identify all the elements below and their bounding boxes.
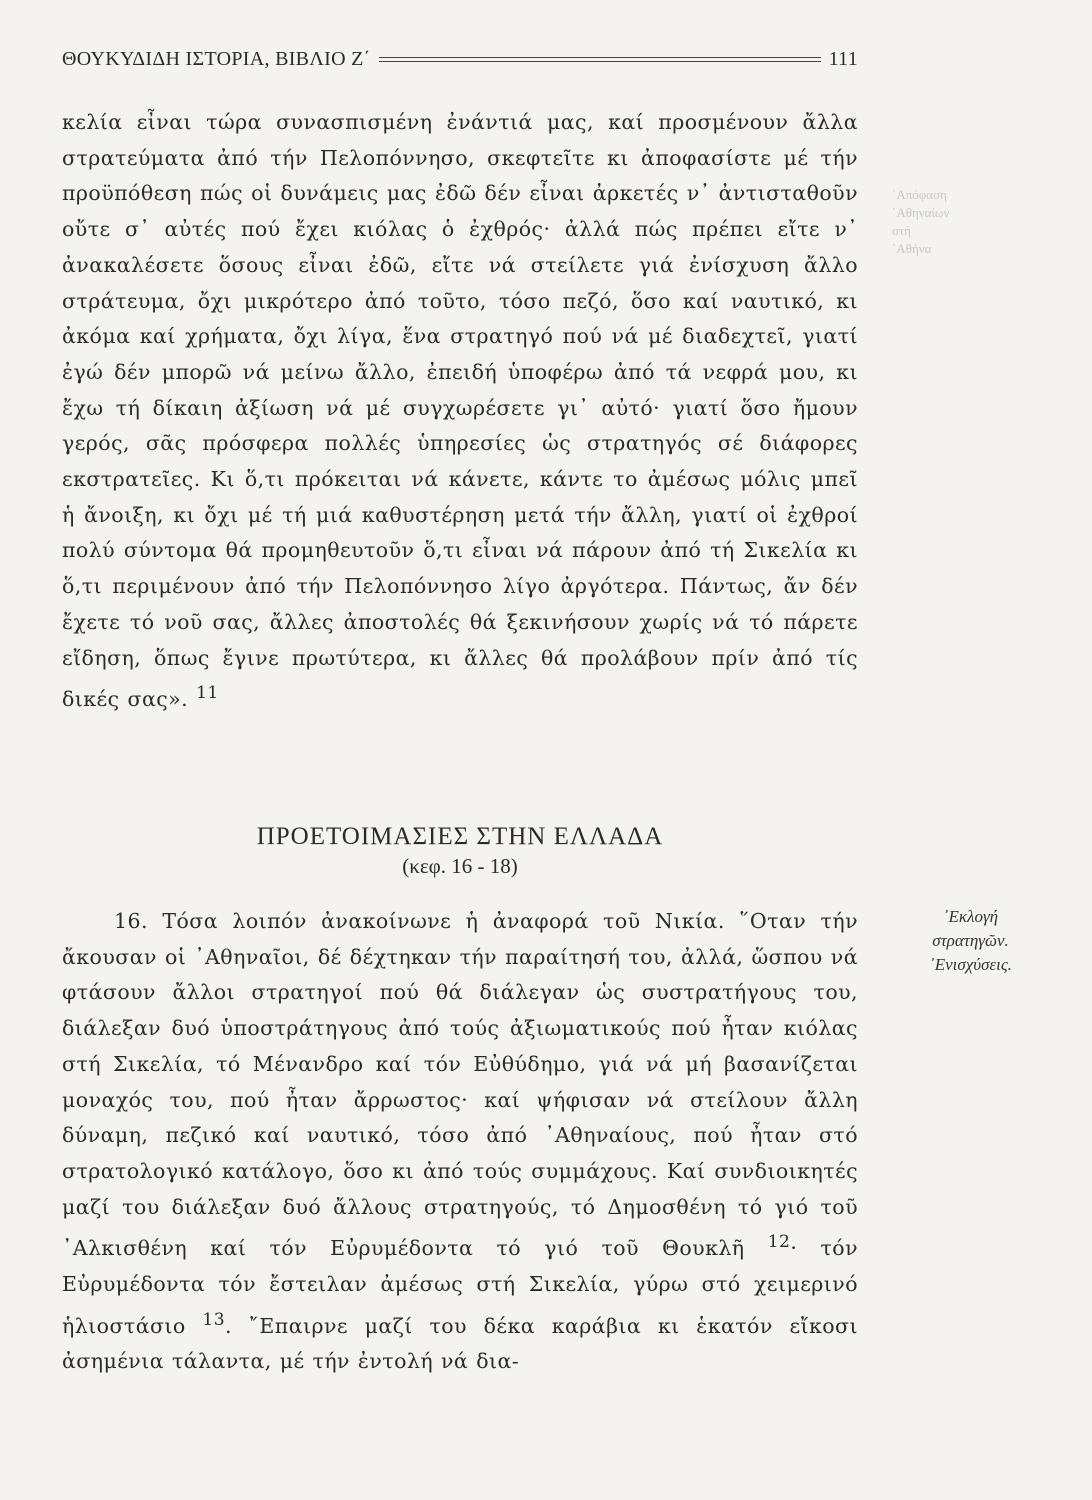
margin-note bbox=[868, 905, 1073, 977]
paragraph-continued: κελία εἶναι τώρα συνασπισμένη ἐνάντιά μας, καί προσμένουν ἄλλα στρατεύματα ἀπό τήν Πελοπόννησο, σκεφτεῖτε κι ἀποφασίστε μέ τήν προϋπόθεση πώς οἱ δυνάμεις μας ἐδῶ δέν εἶναι ἀρκετές ν᾿ ἀντισταθοῦν οὔτε σ᾿ αὐτές πού ἔχει κιόλας ὁ ἐχθρός· ἀλλά πώς πρέπει εἴτε ν᾿ ἀνακαλέσετε ὅσους εἶναι ἐδῶ, εἴτε νά στείλετε γιά ἐνίσχυση ἄλλο στράτευμα, ὄχι μικρότερο ἀπό τοῦτο, τόσο πεζό, ὅσο καί ναυτικό, κι ἀκόμα καί χρήματα, ὄχι λίγα, ἕνα στρατηγό πού νά μέ διαδεχτεῖ, γιατί ἐγώ δέν μπορῶ νά μείνω ἄλλο, ἐπειδή ὑποφέρω ἀπό τά νεφρά μου, κι ἔχω τή δίκαιη ἀξίωση νά μέ συγχωρέσετε γι᾿ αὐτό· γιατί ὅσο ἤμουν γερός, σᾶς πρόσφερα πολλές ὑπηρεσίες ὡς στρατηγός σέ διάφορες εκστρατεῖες. Κι ὅ,τι πρόκειται νά κάνετε, κάντε το ἀμέσως μόλις μπεῖ ἡ ἄνοιξη, κι ὄχι μέ τή μιά καθυστέρηση μετά τήν ἄλλη, γιατί οἱ ἐχθροί πολύ σύντομα θά προμηθευτοῦν ὅ,τι εἶναι νά πάρουν ἀπό τή Σικελία κι ὅ,τι περιμένουν ἀπό τήν Πελοπόννησο λίγο ἀργότερα. Πάντως, ἄν δέν ἔχετε τό νοῦ σας, ἄλλες ἀποστολές θά ξεκινήσουν χωρίς νά τό πάρετε εἴδηση, ὅπως ἔγινε πρωτύτερα, κι ἄλλες θά προλάβουν πρίν ἀπό τίς δικές σας». $^{11}$ bbox=[62, 110, 858, 712]
margin-note-line: ᾿Ενισχύσεις. bbox=[929, 955, 1012, 974]
section-title: ΠΡΟΕΤΟΙΜΑΣΙΕΣ ΣΤΗΝ ΕΛΛΑΔΑ bbox=[256, 823, 664, 850]
header-rule bbox=[379, 57, 821, 62]
running-title: ΘΟΥΚΥΔΙΔΗ ΙΣΤΟΡΙΑ, ΒΙΒΛΙΟ Ζ΄ bbox=[62, 47, 371, 70]
section-heading bbox=[62, 822, 858, 880]
section-subtitle: (κεφ. 16 - 18) bbox=[402, 854, 518, 878]
margin-note-line: στρατηγῶν. bbox=[932, 931, 1009, 950]
margin-note-line: ᾿Εκλογή bbox=[942, 907, 999, 926]
running-header bbox=[62, 44, 858, 74]
paragraph-16: 16. Τόσα λοιπόν ἀνακοίνωνε ἡ ἀναφορά τοῦ Νικία. ῞Οταν τήν ἄκουσαν οἱ ᾿Αθηναῖοι, δέ δέχτηκαν τήν παραίτησή του, ἀλλά, ὥσπου νά φτάσουν ἄλλοι στρατηγοί πού θά διάλεγαν ὡς συστρατήγους του, διάλεξαν δυό ὑποστράτηγους ἀπό τούς ἀξιωματικούς πού ἦταν κιόλας στή Σικελία, τό Μένανδρο καί τόν Εὐθύδημο, γιά νά μή βασανίζεται μοναχός του, πού ἦταν ἄρρωστος· καί ψήφισαν νά στείλουν ἄλλη δύναμη, πεζικό καί ναυτικό, τόσο ἀπό ᾿Αθηναίους, πού ἦταν στό στρατολογικό κατάλογο, ὅσο κι ἀπό τούς συμμάχους. Καί συνδιοικητές μαζί του διάλεξαν δυό ἄλλους στρατηγούς, τό Δημοσθένη τό γιό τοῦ ᾿Αλκισθένη καί τόν Εὐρυμέδοντα τό γιό τοῦ Θουκλῆ $^{12}$· τόν Εὐρυμέδοντα τόν ἔστειλαν ἀμέσως στή Σικελία, γύρω στό χειμερινό ἡλιοστάσιο $^{13}$. ῎Επαιρνε μαζί του δέκα καράβια κι ἑκατόν εἴκοσι ἀσημένια τάλαντα, μέ τήν ἐντολή νά δια- bbox=[62, 909, 858, 1374]
page-number: 111 bbox=[828, 47, 858, 70]
bleed-through-text: ᾿Απόφαση ᾿Αθηναίων στή ᾿Αθήνα bbox=[892, 187, 950, 256]
